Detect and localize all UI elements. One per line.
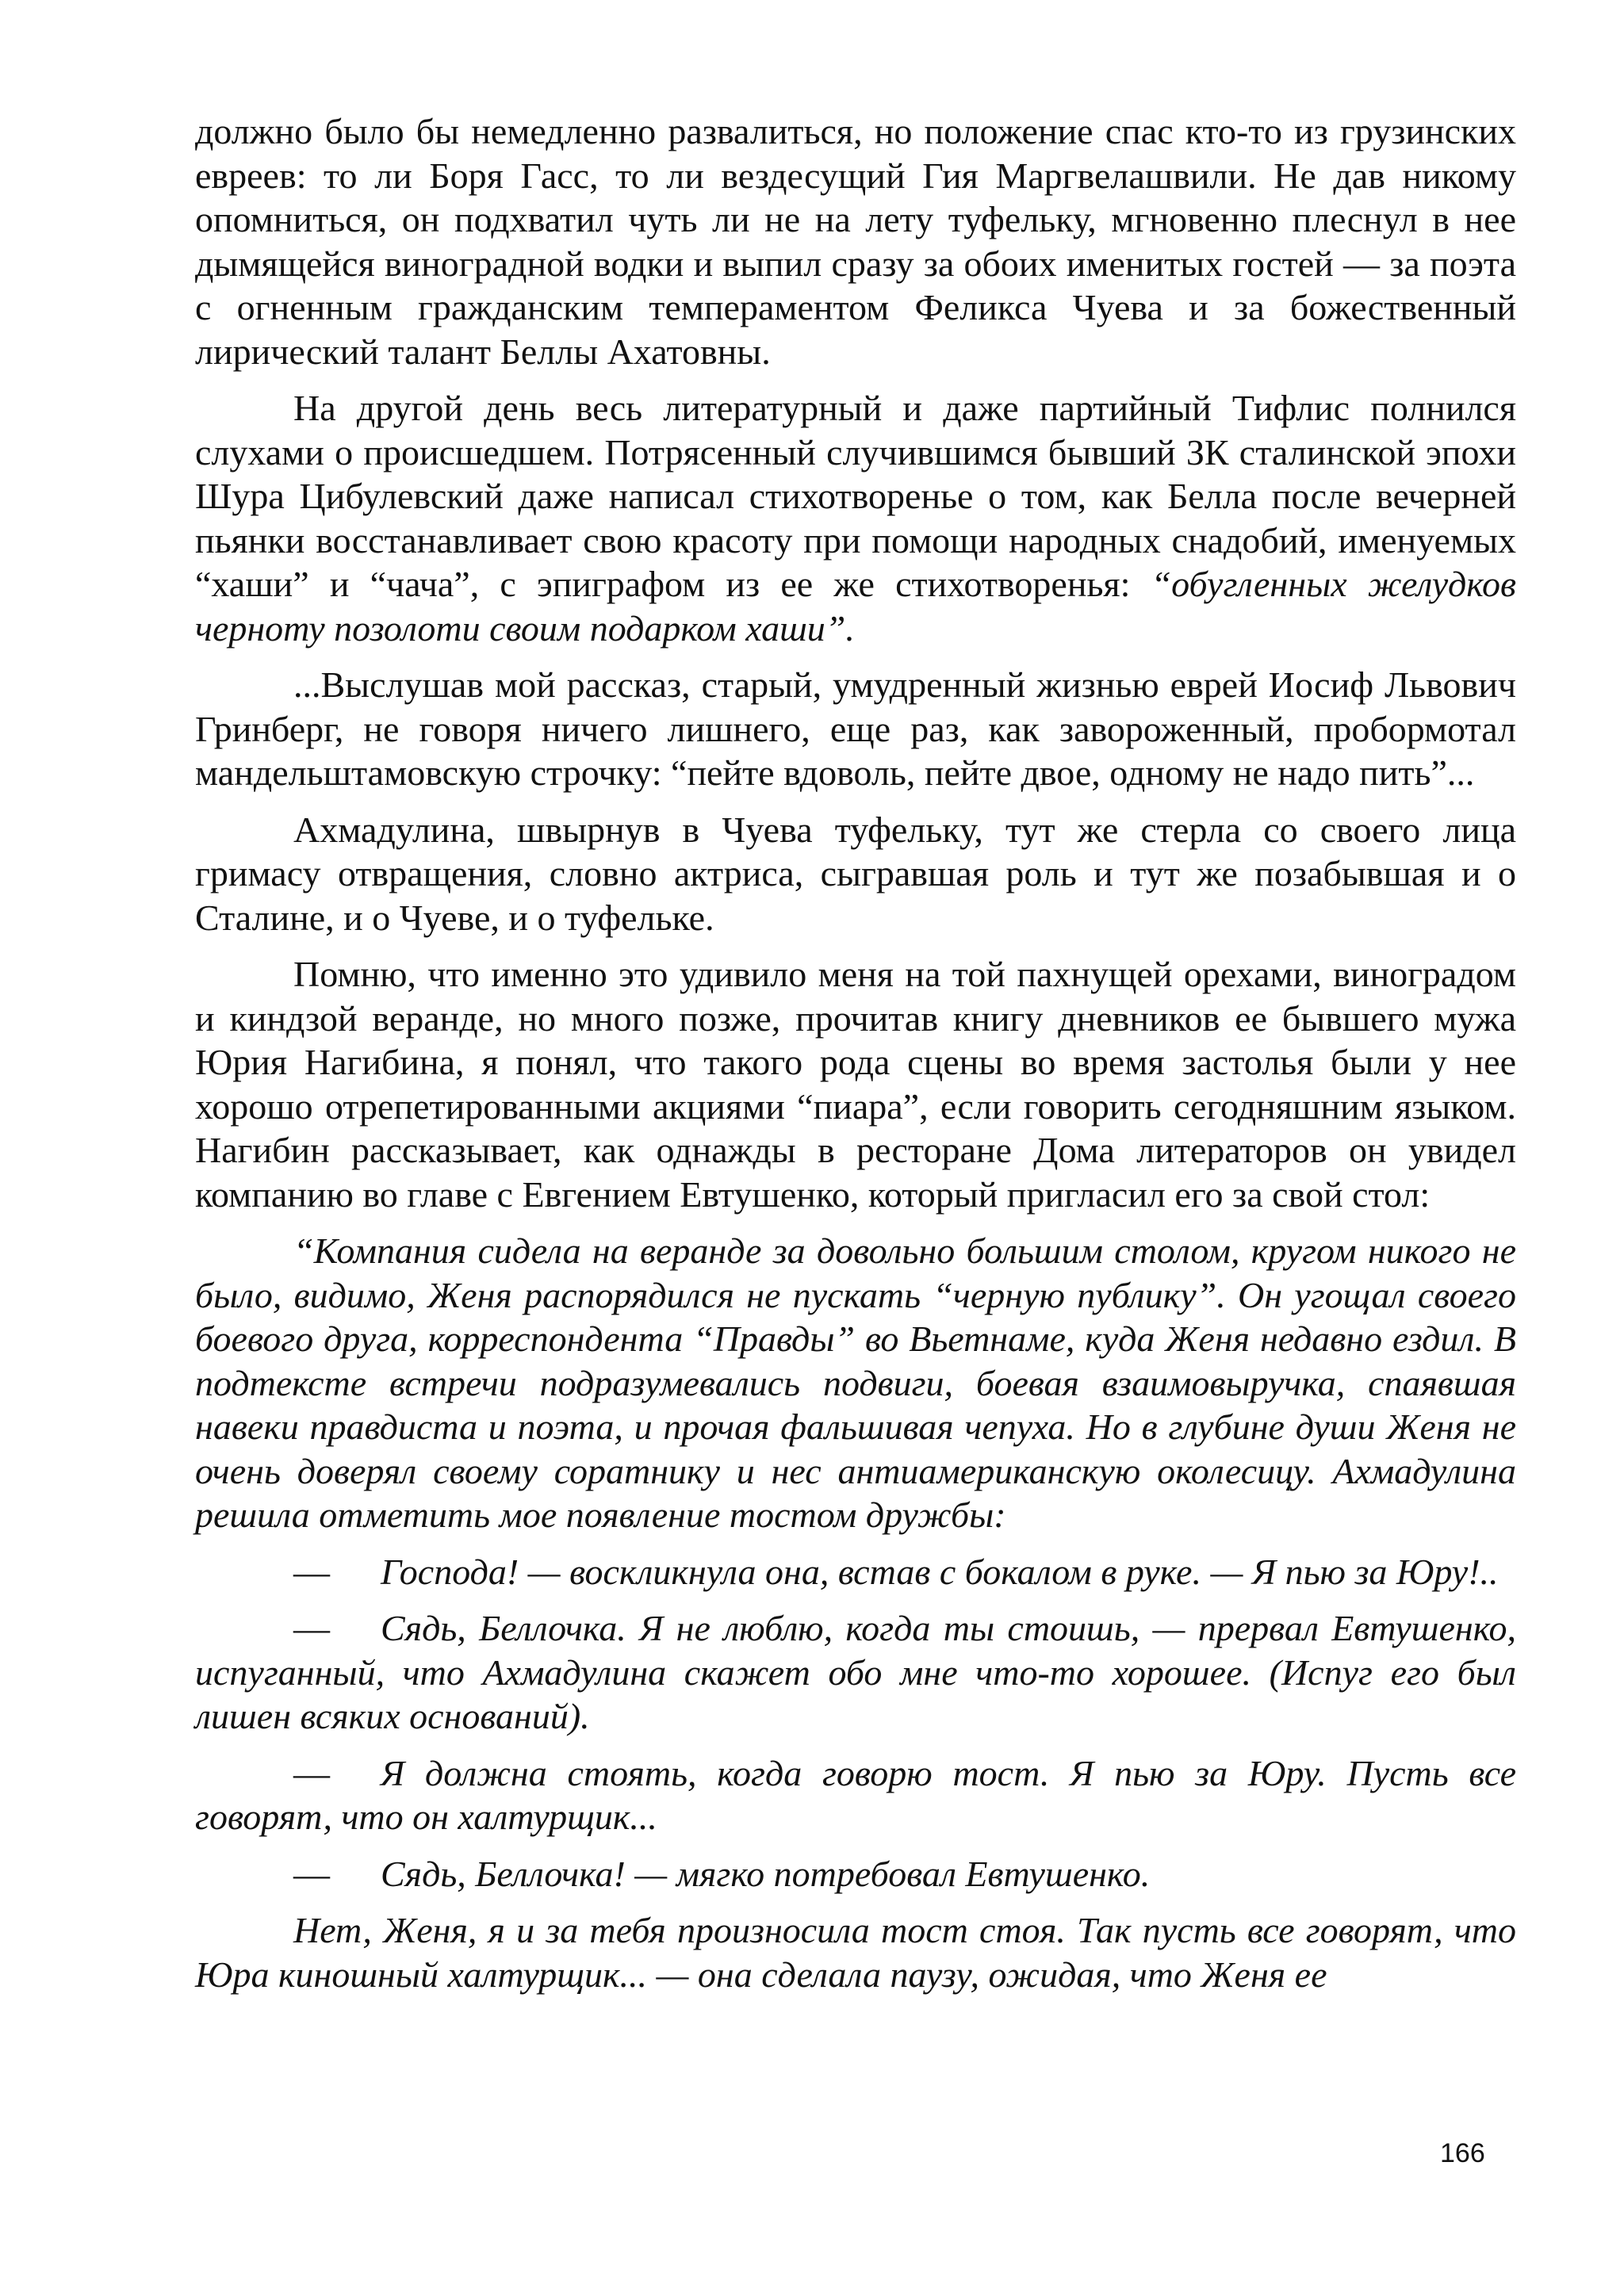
dialog-line-4-text: Сядь, Беллочка! — мягко потребовал Евтушенко. — [381, 1853, 1151, 1894]
page-number: 166 — [1440, 2138, 1485, 2168]
paragraph-2-text: На другой день весь литературный и даже партийный Тифлис полнился слухами о происшедшем. Потрясенный случившимся бывший ЗК сталинской эпохи Шура Цибулевский даже написал стихотворенье о том, как Белла после вечерней пьянки восстанавливает свою красоту при помощи народных снадобий, именуемых “хаши” и “чача”, с эпиграфом из ее же стихотворенья: — [195, 388, 1516, 604]
quote-paragraph-2-text: Нет, Женя, я и за тебя произносила тост стоя. Так пусть все говорят, что Юра киношный халтурщик... — она сделала паузу, ожидая, что Женя ее — [195, 1910, 1516, 1995]
paragraph-3 — [195, 663, 1516, 795]
quote-paragraph-1 — [195, 1229, 1516, 1537]
dialog-line-3-text: Я должна стоять, когда говорю тост. Я пью за Юру. Пусть все говорят, что он халтурщик... — [195, 1752, 1516, 1837]
dialog-dash: — — [293, 1551, 330, 1592]
paragraph-2 — [195, 386, 1516, 650]
document-page — [195, 109, 1516, 2009]
quote-paragraph-1-text: “Компания сидела на веранде за довольно большим столом, кругом никого не было, видимо, Женя распорядился не пускать “черную публику”. Он угощал своего боевого друга, корреспондента “Правды” во Вьетнаме, куда Женя недавно ездил. В подтексте встречи подразумевались подвиги, боевая взаимовыручка, спаявшая навеки правдиста и поэта, и прочая фальшивая чепуха. Но в глубине души Женя не очень доверял своему соратнику и нес антиамериканскую околесицу. Ахмадулина решила отметить мое появление тостом дружбы: — [195, 1230, 1516, 1535]
dialog-line-1-text: Господа! — воскликнула она, встав с бокалом в руке. — Я пью за Юру!.. — [381, 1551, 1499, 1592]
quote-paragraph-2 — [195, 1908, 1516, 1996]
dialog-dash: — — [293, 1752, 330, 1793]
paragraph-4-text: Ахмадулина, швырнув в Чуева туфельку, тут же стерла со своего лица гримасу отвращения, словно актриса, сыгравшая роль и тут же позабывшая и о Сталине, и о Чуеве, и о туфельке. — [195, 809, 1516, 938]
paragraph-2-epigraph: “обугленных желудков черноту позолоти своим подарком хаши”. — [195, 564, 1516, 649]
dialog-line-1 — [195, 1550, 1516, 1594]
paragraph-5 — [195, 952, 1516, 1216]
dialog-dash: — — [293, 1853, 330, 1894]
paragraph-3-text: ...Выслушав мой рассказ, старый, умудренный жизнью еврей Иосиф Львович Гринберг, не говоря ничего лишнего, еще раз, как завороженный, пробормотал мандельштамовскую строчку: “пейте вдоволь, пейте двое, одному не надо пить”... — [195, 664, 1516, 793]
paragraph-1 — [195, 109, 1516, 373]
dialog-line-3 — [195, 1751, 1516, 1839]
dialog-line-2 — [195, 1606, 1516, 1739]
dialog-line-4 — [195, 1852, 1516, 1896]
dialog-dash: — — [293, 1608, 330, 1648]
paragraph-5-text: Помню, что именно это удивило меня на той пахнущей орехами, виноградом и киндзой веранде, но много позже, прочитав книгу дневников ее бывшего мужа Юрия Нагибина, я понял, что такого рода сцены во время застолья были у нее хорошо отрепетированными акциями “пиара”, если говорить сегодняшним языком. Нагибин рассказывает, как однажды в ресторане Дома литераторов он увидел компанию во главе с Евгением Евтушенко, который пригласил его за свой стол: — [195, 954, 1516, 1215]
paragraph-4 — [195, 808, 1516, 940]
paragraph-1-text: должно было бы немедленно развалиться, но положение спас кто-то из грузинских евреев: то ли Боря Гасс, то ли вездесущий Гия Маргвелашвили. Не дав никому опомниться, он подхватил чуть ли не на лету туфельку, мгновенно плеснул в нее дымящейся виноградной водки и выпил сразу за обоих именитых гостей — за поэта с огненным гражданским темпераментом Феликса Чуева и за божественный лирический талант Беллы Ахатовны. — [195, 111, 1516, 372]
dialog-line-2-text: Сядь, Беллочка. Я не люблю, когда ты стоишь, — прервал Евтушенко, испуганный, что Ахмадулина скажет обо мне что-то хорошее. (Испуг его был лишен всяких оснований). — [195, 1608, 1516, 1736]
